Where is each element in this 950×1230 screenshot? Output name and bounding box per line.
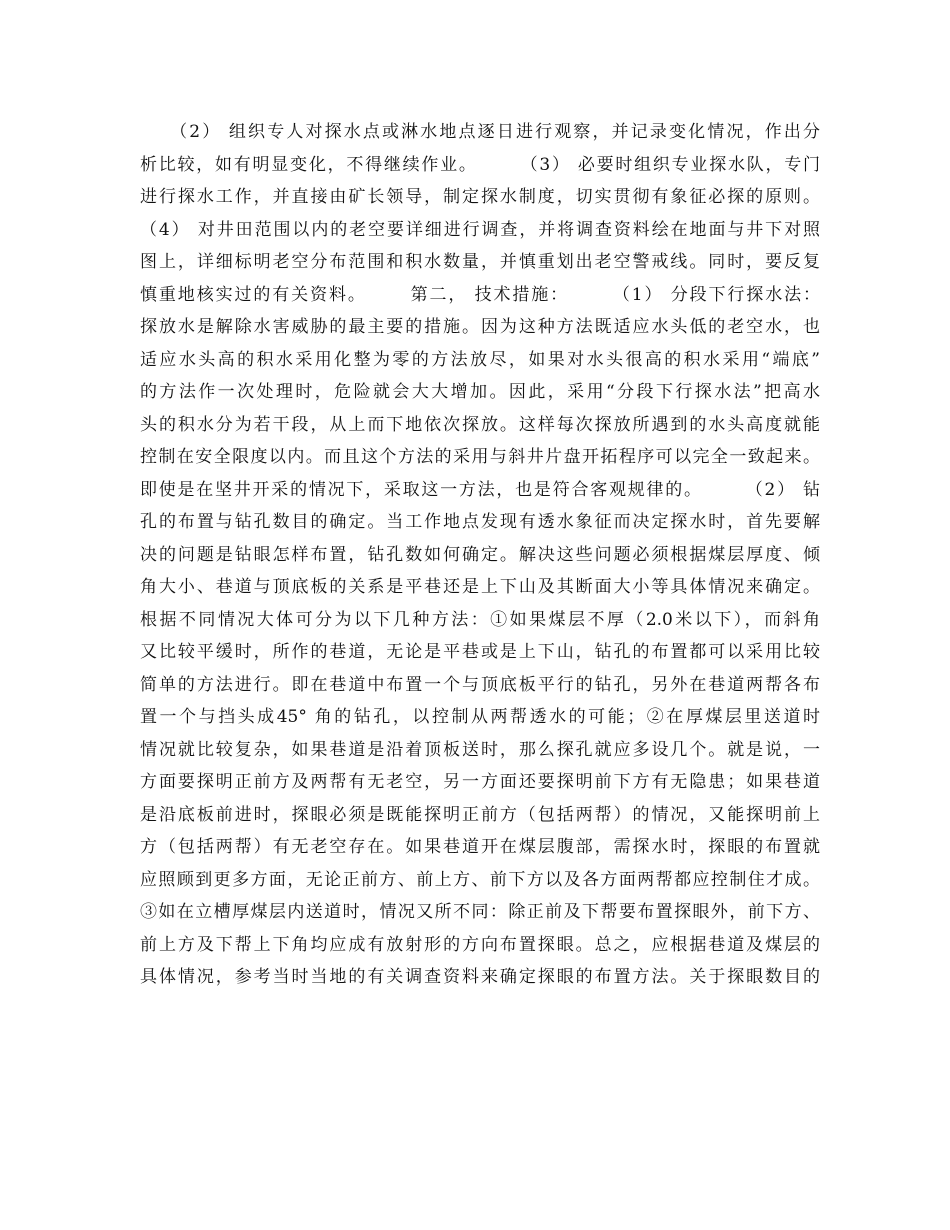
text-line: 方（包括两帮）有无老空存在。如果巷道开在煤层腹部，需探水时，探眼的布置就 xyxy=(140,837,820,857)
text-line: 图上，详细标明老空分布范围和积水数量，并慎重划出老空警戒线。同时，要反复 xyxy=(140,252,820,272)
text-line: 角大小、巷道与顶底板的关系是平巷还是上下山及其断面大小等具体情况来确定。 xyxy=(140,577,820,597)
text-line: 孔的布置与钻孔数目的确定。当工作地点发现有透水象征而决定探水时，首先要解 xyxy=(140,512,820,532)
text-line: 适应水头高的积水采用化整为零的方法放尽，如果对水头很高的积水采用“端底” xyxy=(140,349,820,370)
text-line: 慎重地核实过的有关资料。 第二， 技术措施： （1） 分段下行探水法： xyxy=(140,284,820,305)
text-line: 简单的方法进行。即在巷道中布置一个与顶底板平行的钻孔，另外在巷道两帮各布 xyxy=(140,674,820,695)
text-line: 又比较平缓时，所作的巷道，无论是平巷或是上下山，钻孔的布置都可以采用比较 xyxy=(140,642,820,662)
text-line: 控制在安全限度以内。而且这个方法的采用与斜井片盘开拓程序可以完全一致起来。 xyxy=(140,447,820,467)
text-line: 决的问题是钻眼怎样布置，钻孔数如何确定。解决这些问题必须根据煤层厚度、倾 xyxy=(140,544,820,565)
text-line: （4） 对井田范围以内的老空要详细进行调查，并将调查资料绘在地面与井下对照 xyxy=(140,219,820,240)
text-line: 头的积水分为若干段，从上而下地依次探放。这样每次探放所遇到的水头高度就能 xyxy=(140,414,820,435)
text-line: 析比较，如有明显变化，不得继续作业。 （3） 必要时组织专业探水队，专门 xyxy=(140,154,820,175)
text-line: 进行探水工作，并直接由矿长领导，制定探水制度，切实贯彻有象征必探的原则。 xyxy=(140,187,820,207)
text-line: 前上方及下帮上下角均应成有放射形的方向布置探眼。总之，应根据巷道及煤层的 xyxy=(140,934,820,955)
text-line: 是沿底板前进时，探眼必须是既能探明正前方（包括两帮）的情况，又能探明前上 xyxy=(140,804,820,825)
text-line: （2） 组织专人对探水点或淋水地点逐日进行观察，并记录变化情况，作出分 xyxy=(140,122,820,142)
text-line: 具体情况，参考当时当地的有关调查资料来确定探眼的布置方法。关于探眼数目的 xyxy=(140,967,820,987)
text-line: ③如在立槽厚煤层内送道时，情况又所不同：除正前及下帮要布置探眼外，前下方、 xyxy=(140,902,820,922)
body-text xyxy=(140,116,820,994)
text-line: 探放水是解除水害威胁的最主要的措施。因为这种方法既适应水头低的老空水，也 xyxy=(140,317,820,337)
text-line: 置一个与挡头成45° 角的钻孔，以控制从两帮透水的可能；②在厚煤层里送道时 xyxy=(140,707,820,727)
text-line: 根据不同情况大体可分为以下几种方法：①如果煤层不厚（2.0米以下），而斜角 xyxy=(140,609,820,630)
text-line: 应照顾到更多方面，无论正前方、前上方、前下方以及各方面两帮都应控制住才成。 xyxy=(140,869,820,890)
text-line: 方面要探明正前方及两帮有无老空，另一方面还要探明前下方有无隐患；如果巷道 xyxy=(140,772,820,792)
text-line: 的方法作一次处理时，危险就会大大增加。因此，采用“分段下行探水法”把高水 xyxy=(140,382,820,402)
text-line: 情况就比较复杂，如果巷道是沿着顶板送时，那么探孔就应多设几个。就是说，一 xyxy=(140,739,820,760)
text-line: 即使是在坚井开采的情况下，采取这一方法，也是符合客观规律的。 （2） 钻 xyxy=(140,479,820,500)
